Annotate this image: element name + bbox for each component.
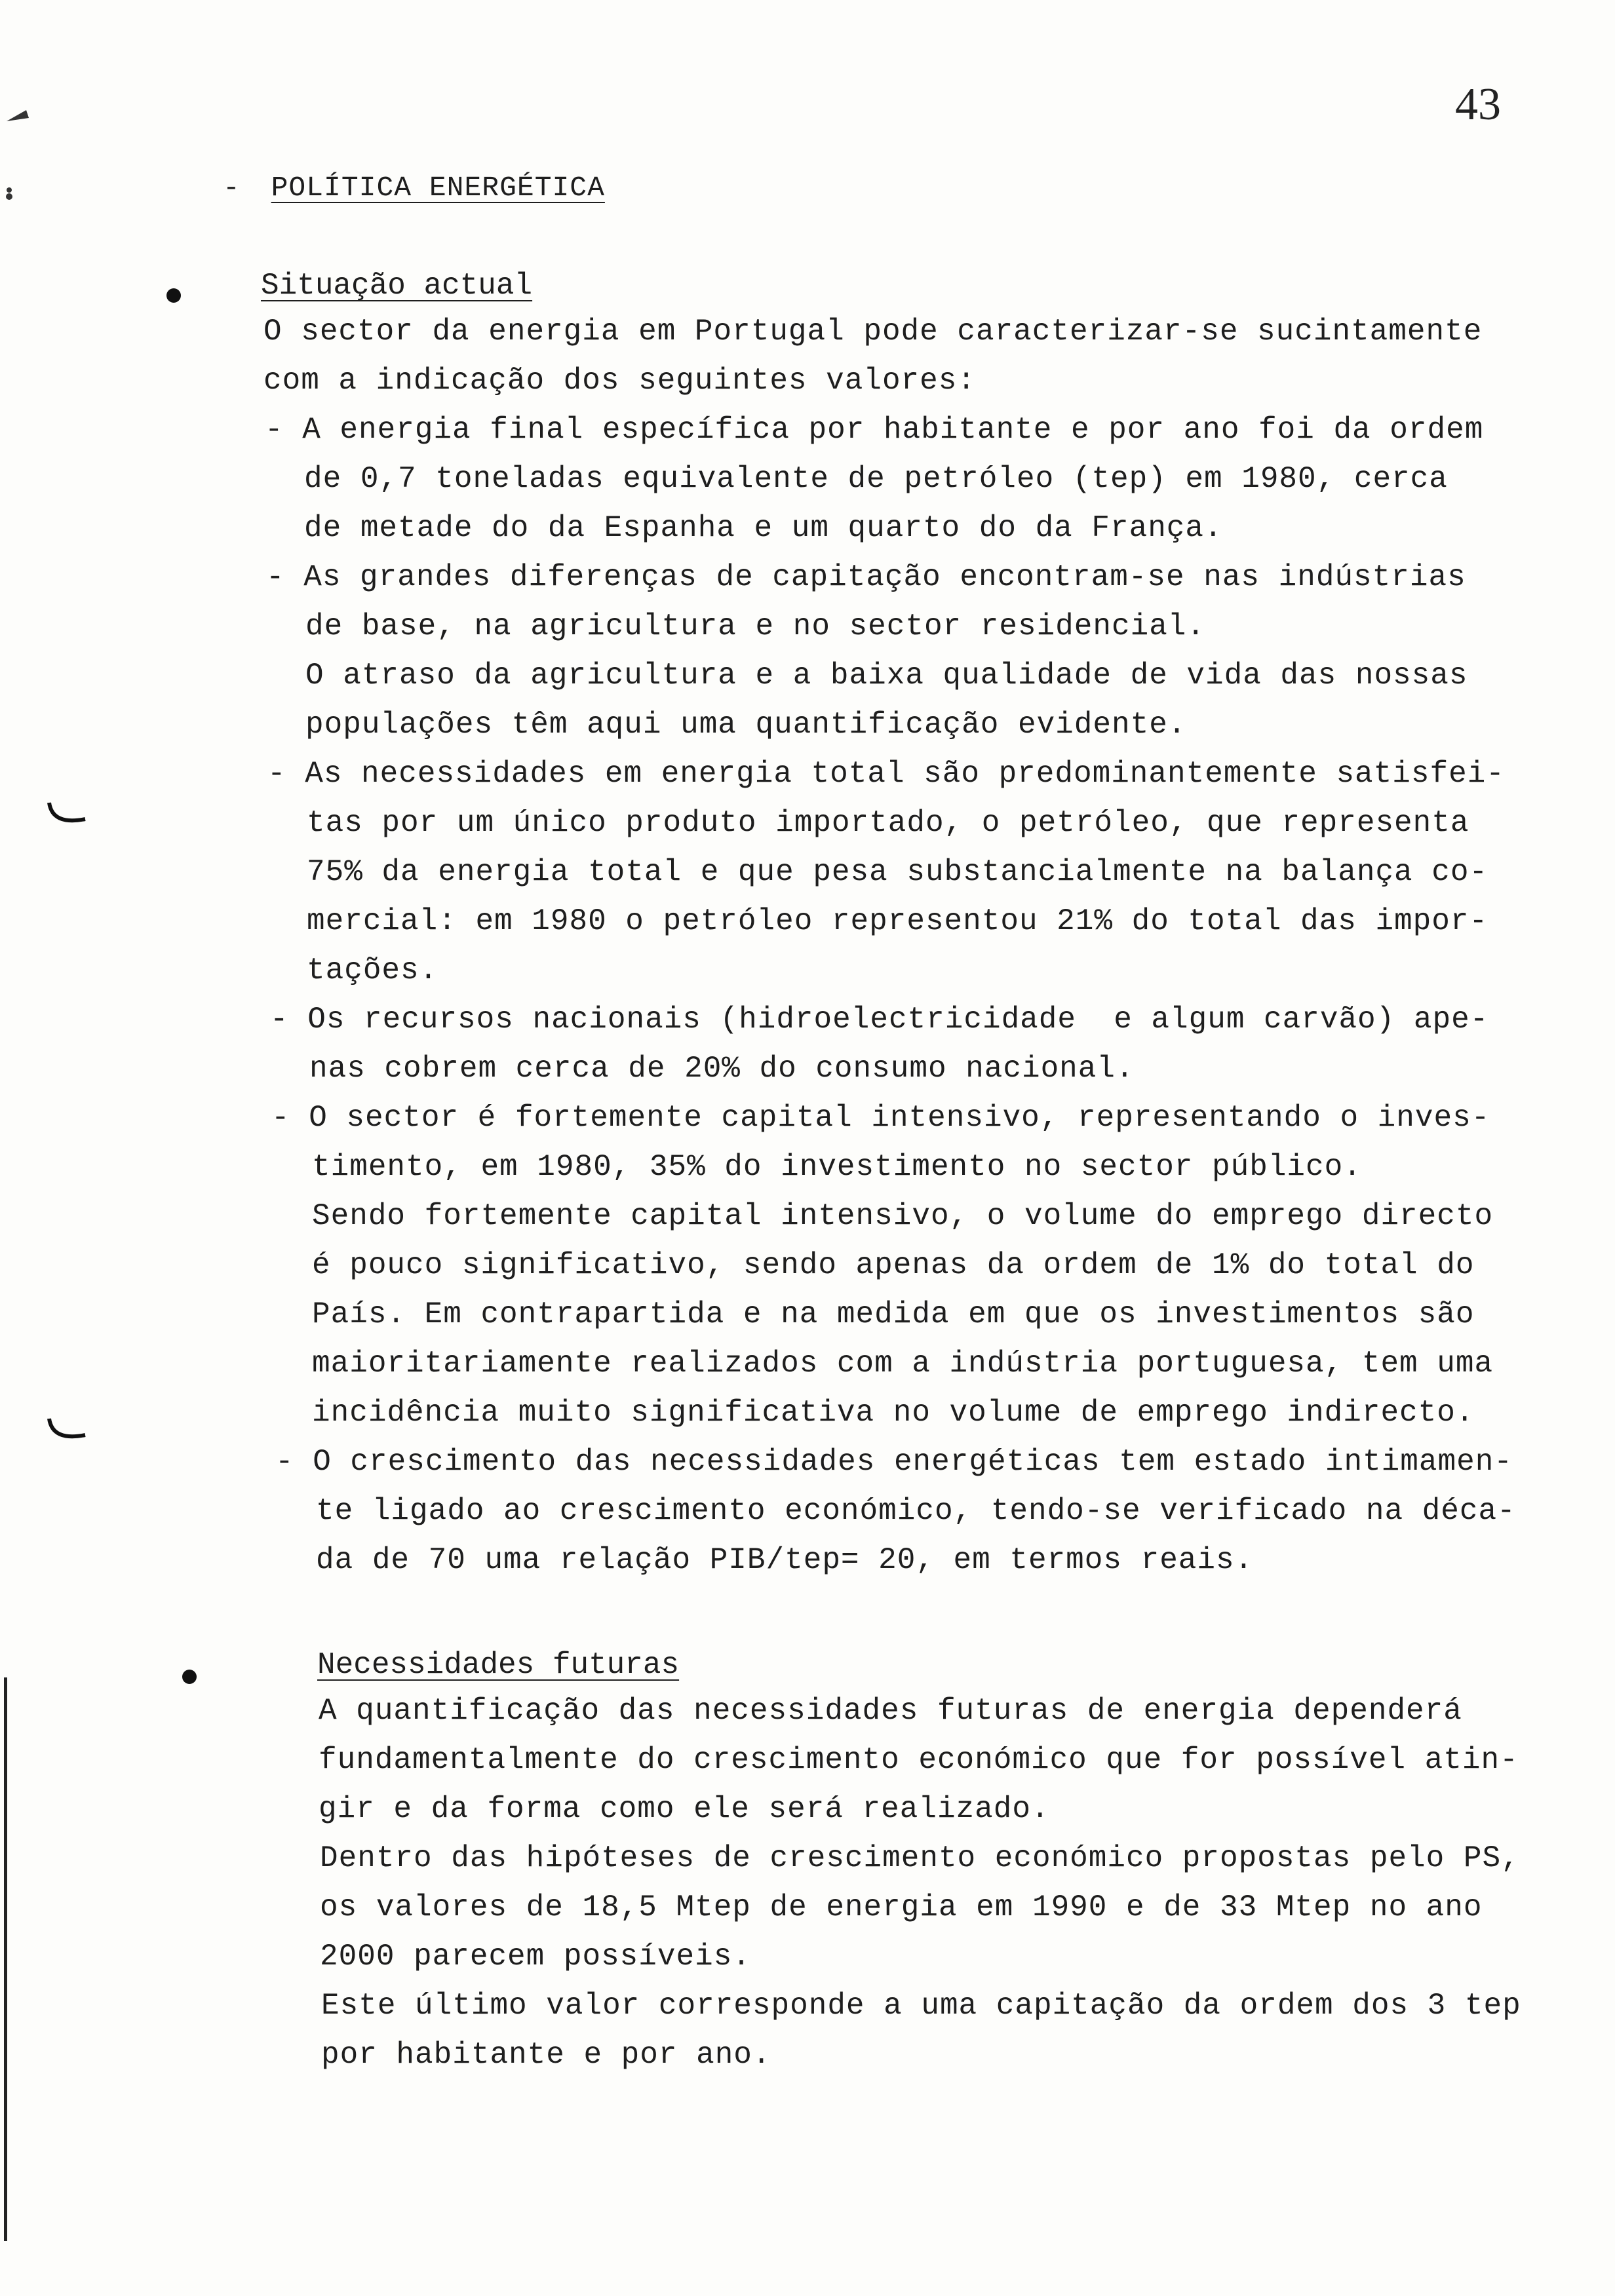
text-line: País. Em contrapartida e na medida em que os investimentos são	[312, 1297, 1475, 1331]
text-line: incidência muito significativa no volume de emprego indirecto.	[312, 1396, 1475, 1430]
text-line: Dentro das hipóteses de crescimento económico propostas pelo PS,	[320, 1841, 1520, 1875]
heading-title: POLÍTICA ENERGÉTICA	[271, 172, 605, 204]
heading-dash: -	[223, 172, 241, 204]
text-line: O atraso da agricultura e a baixa qualidade de vida das nossas	[305, 659, 1468, 693]
text-line: A quantificação das necessidades futuras de energia dependerá	[319, 1694, 1462, 1728]
text-line: da de 70 uma relação PIB/tep= 20, em termos reais.	[316, 1543, 1254, 1577]
section-title-future-needs: Necessidades futuras	[317, 1648, 680, 1682]
text-line: timento, em 1980, 35% do investimento no sector público.	[312, 1150, 1362, 1184]
text-line: maioritariamente realizados com a indústria portuguesa, tem uma	[312, 1347, 1494, 1381]
text-line: 2000 parecem possíveis.	[320, 1940, 751, 1974]
page-number: 43	[1455, 79, 1501, 130]
text-line: de 0,7 toneladas equivalente de petróleo (tep) em 1980, cerca	[304, 462, 1448, 496]
text-line: mercial: em 1980 o petróleo representou 21% do total das impor-	[307, 904, 1489, 938]
text-line: O sector da energia em Portugal pode caracterizar-se sucintamente	[263, 315, 1483, 349]
text-line: com a indicação dos seguintes valores:	[263, 364, 976, 398]
text-line: gir e da forma como ele será realizado.	[319, 1792, 1050, 1826]
text-line: tas por um único produto importado, o petróleo, que representa	[307, 806, 1469, 840]
text-line: te ligado ao crescimento económico, tendo-se verificado na déca-	[316, 1494, 1516, 1528]
section-title-current-situation: Situação actual	[261, 269, 533, 303]
text-line: é pouco significativo, sendo apenas da ordem de 1% do total do	[312, 1248, 1475, 1282]
bullet-icon	[166, 288, 181, 303]
text-line: Sendo fortemente capital intensivo, o volume do emprego directo	[312, 1199, 1494, 1233]
text-line: fundamentalmente do crescimento económico que for possível atin-	[319, 1743, 1519, 1777]
text-line: 75% da energia total e que pesa substancialmente na balança co-	[307, 855, 1489, 889]
text-line: de base, na agricultura e no sector residencial.	[305, 609, 1206, 643]
text-line: - A energia final específica por habitante e por ano foi da ordem	[265, 413, 1484, 447]
section-heading	[223, 172, 605, 204]
scan-edge-line	[4, 1677, 7, 2241]
text-line: nas cobrem cerca de 20% do consumo nacional.	[309, 1052, 1135, 1086]
text-line: por habitante e por ano.	[321, 2038, 771, 2072]
scan-mark-curve-1	[46, 799, 92, 832]
text-line: - As necessidades em energia total são predominantemente satisfei-	[267, 757, 1505, 791]
text-line: - As grandes diferenças de capitação encontram-se nas indústrias	[266, 560, 1466, 594]
scan-mark-curve-2	[46, 1415, 92, 1448]
text-line: tações.	[307, 953, 438, 987]
text-line: - Os recursos nacionais (hidroelectricidade e algum carvão) ape-	[270, 1003, 1489, 1037]
text-line: Este último valor corresponde a uma capitação da ordem dos 3 tep	[321, 1989, 1521, 2023]
text-line: de metade do da Espanha e um quarto do da França.	[304, 511, 1223, 545]
text-line: os valores de 18,5 Mtep de energia em 1990 e de 33 Mtep no ano	[320, 1890, 1483, 1924]
bullet-icon	[182, 1670, 197, 1684]
text-line: - O sector é fortemente capital intensivo, representando o inves-	[271, 1101, 1490, 1135]
scan-mark-top-left	[0, 98, 39, 216]
text-line: - O crescimento das necessidades energéticas tem estado intimamen-	[275, 1445, 1513, 1479]
text-line: populações têm aqui uma quantificação evidente.	[305, 708, 1187, 742]
